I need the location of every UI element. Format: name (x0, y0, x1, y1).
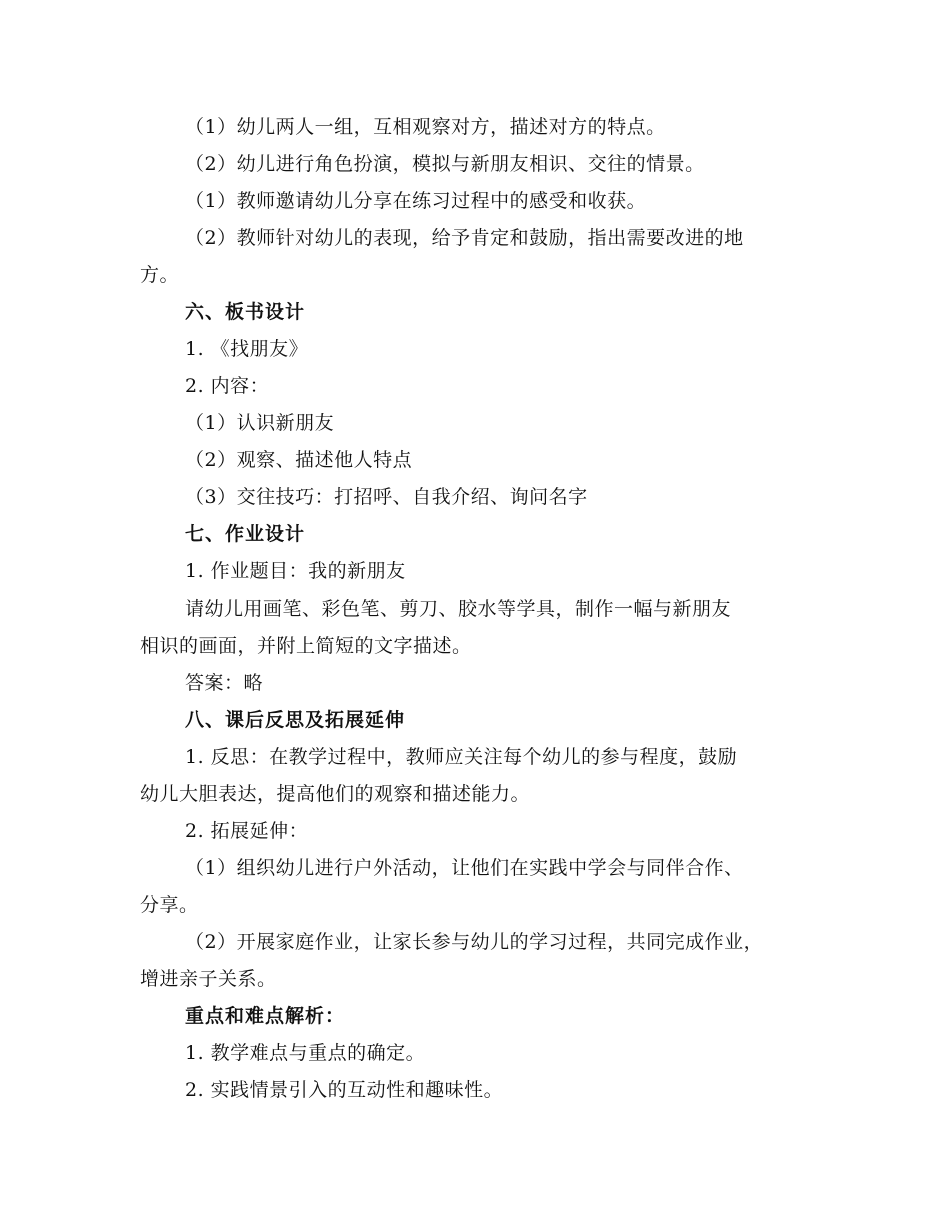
section-heading-homework: 七、作业设计 (185, 523, 306, 545)
section-heading-board-design: 六、板书设计 (185, 301, 306, 323)
paragraph-line: 1. 反思：在教学过程中，教师应关注每个幼儿的参与程度，鼓励 (185, 746, 738, 768)
paragraph-line: 答案：略 (185, 672, 264, 694)
paragraph-line: 方。 (140, 264, 180, 286)
list-item: 2. 拓展延伸： (185, 820, 309, 842)
paragraph-line: （1）组织幼儿进行户外活动，让他们在实践中学会与同伴合作、 (185, 857, 744, 879)
list-item: 2. 实践情景引入的互动性和趣味性。 (185, 1079, 504, 1101)
list-item: 1. 教学难点与重点的确定。 (185, 1042, 426, 1064)
paragraph-line: 相识的画面，并附上简短的文字描述。 (140, 635, 472, 657)
paragraph-line: （2）教师针对幼儿的表现，给予肯定和鼓励，指出需要改进的地 (185, 227, 744, 249)
paragraph-line: 增进亲子关系。 (140, 968, 277, 990)
section-heading-reflection: 八、课后反思及拓展延伸 (185, 709, 406, 731)
list-item: 1. 《找朋友》 (185, 338, 309, 360)
paragraph-line: （2）幼儿进行角色扮演，模拟与新朋友相识、交往的情景。 (185, 153, 705, 175)
list-item: （2）观察、描述他人特点 (185, 449, 413, 471)
paragraph-line: （2）开展家庭作业，让家长参与幼儿的学习过程，共同完成作业， (185, 931, 764, 953)
paragraph-line: （1）教师邀请幼儿分享在练习过程中的感受和收获。 (185, 190, 647, 212)
section-heading-key-points: 重点和难点解析： (185, 1005, 346, 1027)
paragraph-line: （1）幼儿两人一组，互相观察对方，描述对方的特点。 (185, 116, 666, 138)
list-item: （1）认识新朋友 (185, 412, 335, 434)
paragraph-line: 幼儿大胆表达，提高他们的观察和描述能力。 (140, 783, 531, 805)
list-item: 1. 作业题目：我的新朋友 (185, 560, 406, 582)
list-item: 2. 内容： (185, 375, 270, 397)
list-item: （3）交往技巧：打招呼、自我介绍、询问名字 (185, 486, 588, 508)
paragraph-line: 分享。 (140, 894, 199, 916)
paragraph-line: 请幼儿用画笔、彩色笔、剪刀、胶水等学具，制作一幅与新朋友 (185, 598, 732, 620)
